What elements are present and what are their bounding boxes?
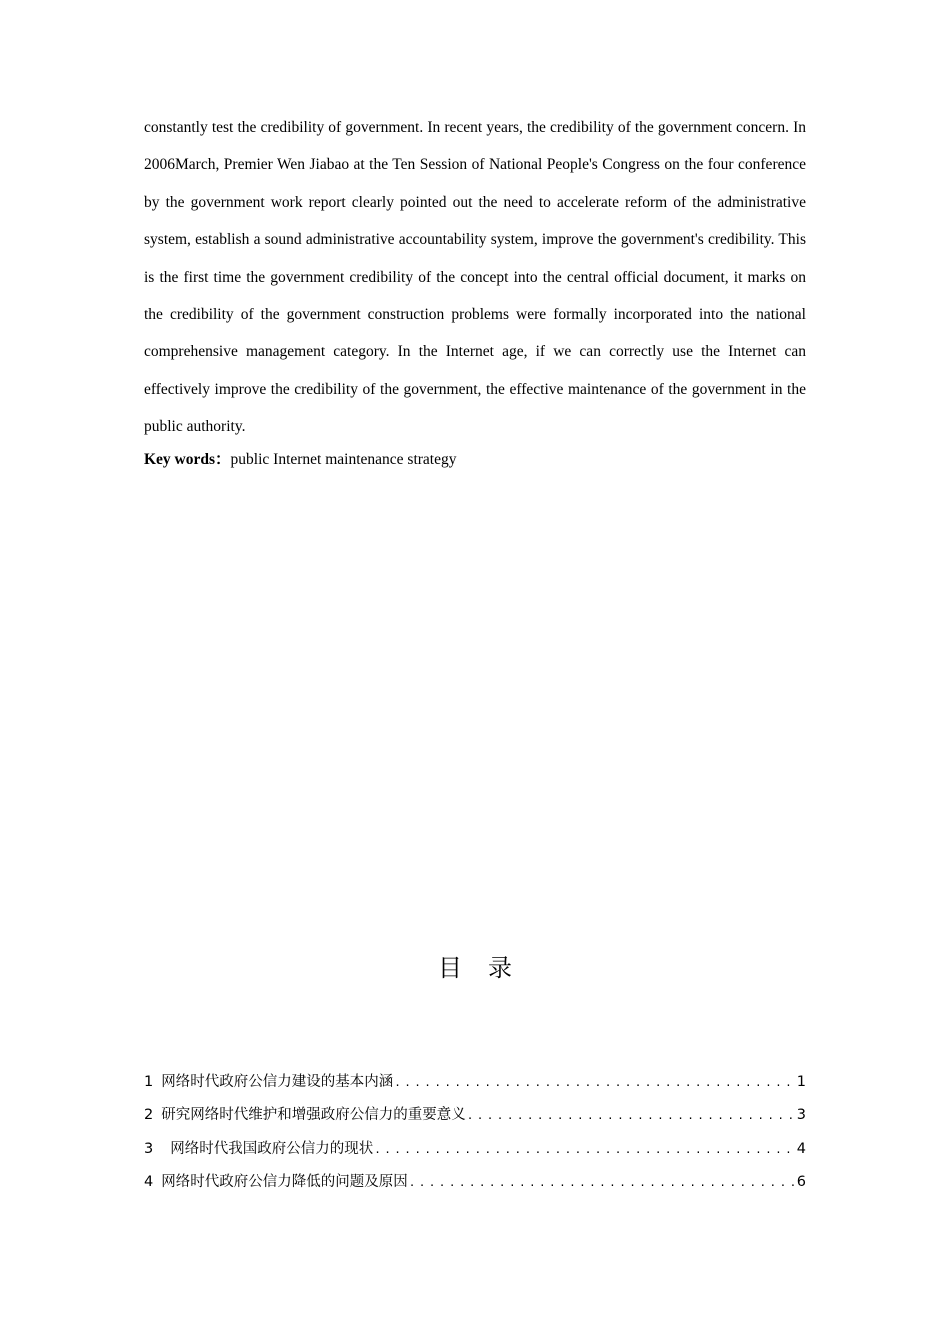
keywords-label: Key words： — [144, 451, 231, 468]
toc-entry-page: 4 — [796, 1140, 806, 1157]
toc-entry-number: 4 — [144, 1173, 154, 1190]
toc-entry-title: 网络时代我国政府公信力的现状 — [170, 1140, 374, 1157]
toc-entry[interactable] — [144, 1133, 806, 1166]
keywords-line — [144, 449, 806, 471]
toc-entry-number: 3 — [144, 1140, 154, 1157]
toc-entry-title: 网络时代政府公信力建设的基本内涵 — [161, 1074, 394, 1090]
keywords-value: public Internet maintenance strategy — [230, 451, 457, 468]
toc-dot-leader — [374, 1133, 795, 1166]
toc-entry-page: 6 — [796, 1173, 806, 1190]
toc-entry-page: 1 — [796, 1074, 806, 1090]
toc-heading: 目录 — [438, 954, 538, 982]
toc-entry[interactable] — [144, 1066, 806, 1099]
toc-entry-title: 网络时代政府公信力降低的问题及原因 — [161, 1173, 408, 1190]
toc-entry-number: 1 — [144, 1074, 154, 1090]
toc-entry[interactable] — [144, 1166, 806, 1199]
toc-entry[interactable] — [144, 1099, 806, 1132]
toc-dot-leader — [394, 1066, 795, 1099]
toc-entry-page: 3 — [796, 1107, 806, 1124]
toc-dot-leader — [467, 1099, 795, 1132]
toc-entry-number: 2 — [144, 1107, 154, 1124]
toc-dot-leader — [409, 1166, 795, 1199]
abstract-paragraph: constantly test the credibility of government. In recent years, the credibility of the government concern. In 2006March, Premier Wen Jiabao at the Ten Session of National People's Congress on the four conference by the government work report clearly pointed out the need to accelerate reform of the administrative system, establish a sound administrative accountability system, improve the government's credibility. This is the first time the government credibility of the concept into the central official document, it marks on the credibility of the government construction problems were formally incorporated into the national comprehensive management category. In the Internet age, if we can correctly use the Internet can effectively improve the credibility of the government, the effective maintenance of the government in the public authority. — [144, 119, 806, 436]
toc-entry-title: 研究网络时代维护和增强政府公信力的重要意义 — [161, 1107, 466, 1124]
table-of-contents — [144, 1066, 806, 1199]
